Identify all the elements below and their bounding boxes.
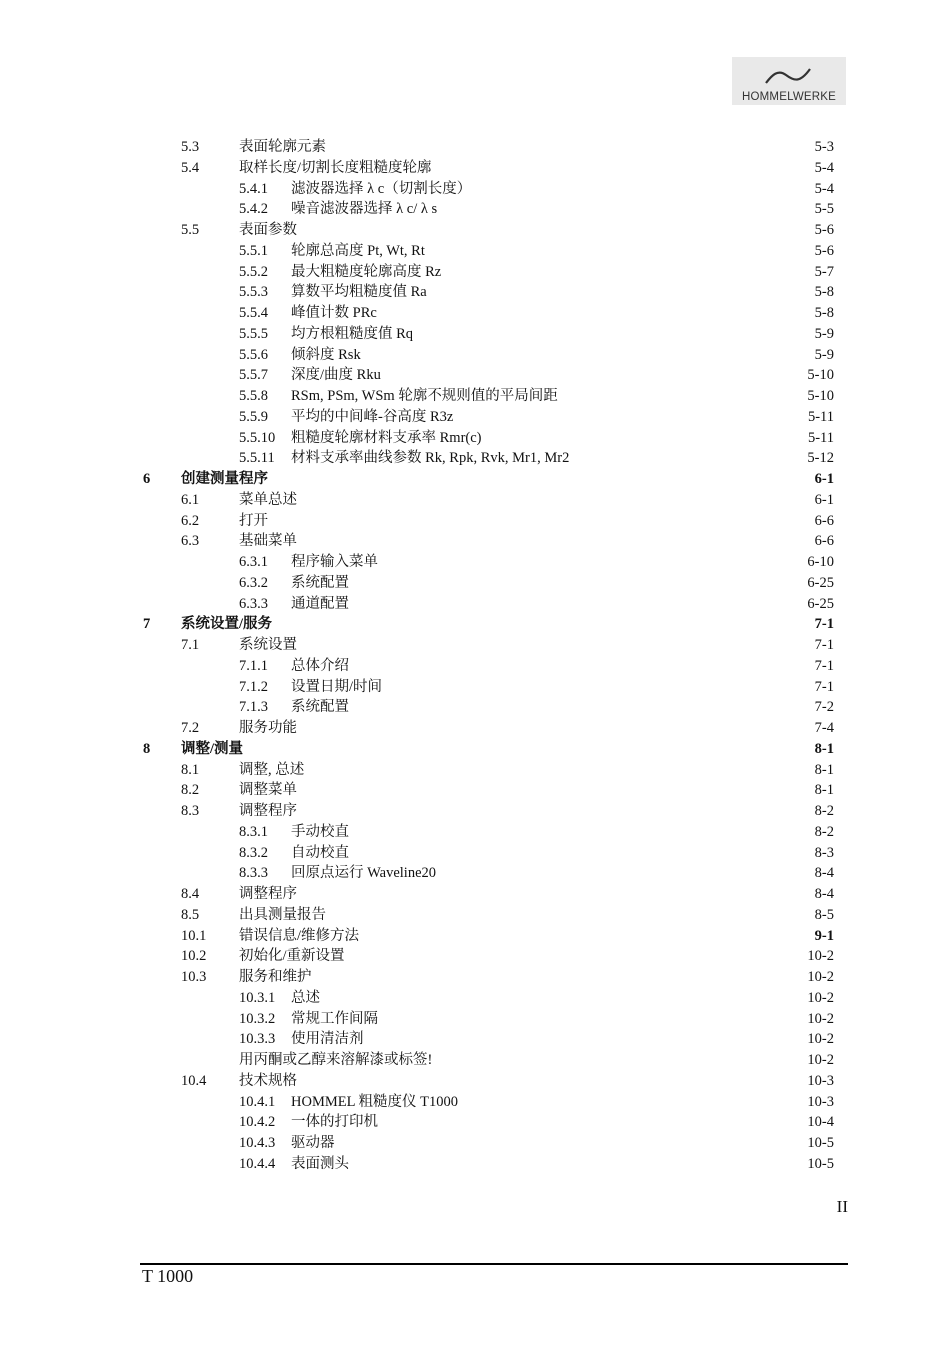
toc-entry-row[interactable] [0,220,950,241]
toc-entry-page: 5-4 [814,159,834,176]
toc-entry-title: 平均的中间峰-谷高度 R3z [291,408,454,425]
toc-entry-title: 一体的打印机 [291,1114,378,1131]
hommelwerke-logo [732,57,846,105]
toc-entry-page: 5-8 [814,305,834,321]
toc-entry-row[interactable] [0,1112,950,1133]
toc-chapter-row[interactable] [0,739,950,760]
toc-entry-title: 回原点运行 Waveline20 [291,865,437,882]
toc-entry-row[interactable] [0,1071,950,1092]
toc-entry-page: 8-2 [814,803,834,819]
toc-entry-number: 10.3.2 [239,1010,276,1027]
toc-entry-row[interactable] [0,760,950,781]
table-of-contents [0,137,950,1175]
toc-entry-title: 调整/测量 [181,740,244,757]
toc-entry-page: 10-5 [807,1155,834,1172]
toc-entry-page: 10-3 [807,1093,834,1110]
toc-entry-number: 7.2 [181,720,200,736]
toc-entry-row[interactable] [0,137,950,158]
toc-entry-page: 8-4 [814,865,834,882]
toc-entry-row[interactable] [0,905,950,926]
toc-entry-title: 出具测量报告 [239,906,326,923]
toc-entry-title: 创建测量程序 [181,471,268,487]
toc-entry-title: 设置日期/时间 [291,678,383,695]
toc-entry-row[interactable] [0,1050,950,1071]
toc-entry-title: 调整, 总述 [239,761,305,778]
toc-entry-row[interactable] [0,262,950,283]
toc-entry-number: 5.4.2 [239,201,268,218]
toc-entry-number: 10.4.4 [239,1155,276,1172]
toc-entry-number: 8.3.1 [239,823,268,840]
toc-entry-number: 6.3.3 [239,595,268,612]
toc-entry-row[interactable] [0,531,950,552]
toc-entry-page: 10-4 [807,1114,834,1131]
toc-entry-page: 8-1 [814,761,834,778]
toc-entry-title: 菜单总述 [239,491,297,508]
toc-entry-number: 8 [143,740,151,757]
toc-entry-number: 6.3 [181,533,200,550]
toc-entry-title: 系统配置 [291,699,349,716]
toc-entry-number: 10.3.1 [239,989,276,1006]
toc-entry-page: 6-25 [807,574,834,591]
toc-entry-title: 取样长度/切割长度粗糙度轮廓 [239,159,432,176]
toc-entry-title: 调整菜单 [239,782,297,799]
toc-entry-page: 6-10 [807,554,834,570]
toc-entry-row[interactable] [0,780,950,801]
toc-entry-page: 10-2 [807,948,834,965]
toc-entry-title: 算数平均粗糙度值 Ra [291,284,427,301]
toc-entry-row[interactable] [0,241,950,262]
toc-entry-row[interactable] [0,428,950,449]
toc-entry-title: 技术规格 [239,1072,297,1089]
toc-entry-title: 均方根粗糙度值 Rq [291,325,414,342]
toc-entry-number: 6.3.2 [239,574,268,591]
toc-entry-title: 滤波器选择 λ c（切割长度） [291,180,472,197]
toc-entry-row[interactable] [0,635,950,656]
toc-entry-title: 峰值计数 PRc [291,305,377,321]
toc-entry-number: 6.1 [181,491,200,508]
toc-entry-page: 5-10 [807,388,834,404]
toc-entry-title: 系统配置 [291,574,349,591]
toc-entry-title: 驱动器 [291,1135,335,1151]
toc-entry-page: 10-2 [807,969,834,985]
toc-entry-number: 10.4.2 [239,1114,276,1131]
toc-entry-row[interactable] [0,573,950,594]
toc-entry-title: 表面轮廓元素 [239,139,326,155]
logo-text: HOMMELWERKE [742,91,836,103]
toc-entry-title: 粗糙度轮廓材料支承率 Rmr(c) [291,429,482,446]
toc-entry-number: 5.5.8 [239,388,268,404]
toc-entry-number: 10.4 [181,1072,207,1089]
toc-entry-page: 8-1 [814,740,834,757]
toc-entry-row[interactable] [0,199,950,220]
toc-entry-number: 10.3.3 [239,1031,276,1048]
toc-entry-page: 6-25 [807,595,834,612]
toc-entry-row[interactable] [0,946,950,967]
toc-entry-number: 5.5.6 [239,346,268,363]
toc-entry-page: 5-4 [814,180,834,197]
toc-entry-row[interactable] [0,282,950,303]
toc-entry-number: 5.5.4 [239,305,268,321]
toc-entry-page: 7-4 [814,720,834,736]
toc-entry-title: 打开 [239,512,268,529]
toc-entry-page: 5-3 [814,139,834,155]
toc-entry-page: 6-6 [814,512,834,529]
toc-entry-number: 8.4 [181,886,200,902]
toc-entry-number: 5.5.10 [239,429,276,446]
toc-entry-row[interactable] [0,1009,950,1030]
toc-entry-row[interactable] [0,345,950,366]
toc-entry-number: 5.3 [181,139,200,155]
toc-entry-title: 倾斜度 Rsk [291,346,361,363]
toc-entry-row[interactable] [0,448,950,469]
toc-entry-row[interactable] [0,1029,950,1050]
toc-entry-row[interactable] [0,324,950,345]
toc-entry-page: 7-1 [814,678,834,695]
toc-entry-title: 表面参数 [239,222,297,238]
toc-entry-number: 6 [143,471,151,487]
toc-entry-title: 系统设置/服务 [181,616,273,633]
toc-entry-number: 10.4.1 [239,1093,276,1110]
toc-entry-title: 手动校直 [291,823,349,840]
toc-entry-title: 通道配置 [291,595,349,612]
toc-entry-title: 程序输入菜单 [291,554,378,570]
toc-entry-page: 5-8 [814,284,834,301]
toc-entry-page: 10-5 [807,1135,834,1151]
toc-chapter-row[interactable] [0,469,950,490]
toc-entry-title: HOMMEL 粗糙度仪 T1000 [291,1093,459,1110]
toc-entry-title: 服务和维护 [239,969,312,985]
toc-entry-row[interactable] [0,303,950,324]
toc-entry-page: 5-10 [807,367,834,384]
page-number: II [836,1197,848,1216]
toc-entry-title: RSm, PSm, WSm 轮廓不规则值的平局间距 [291,388,558,404]
toc-entry-number: 7.1.1 [239,657,268,674]
toc-entry-page: 5-6 [814,222,834,238]
toc-entry-number: 10.2 [181,948,207,965]
toc-entry-page: 10-2 [807,989,834,1006]
toc-entry-page: 8-1 [814,782,834,799]
toc-entry-number: 7.1 [181,637,200,653]
toc-entry-number: 5.5.1 [239,242,268,259]
toc-entry-number: 5.5.5 [239,325,268,342]
toc-entry-title: 系统设置 [239,637,297,653]
toc-entry-page: 10-2 [807,1031,834,1048]
toc-entry-row[interactable] [0,822,950,843]
toc-entry-row[interactable] [0,1092,950,1113]
toc-entry-title: 总述 [291,989,320,1006]
toc-entry-row[interactable] [0,967,950,988]
toc-entry-title: 服务功能 [239,720,297,736]
toc-entry-number: 7 [143,616,151,633]
toc-entry-row[interactable] [0,697,950,718]
toc-entry-row[interactable] [0,365,950,386]
toc-entry-number: 5.4 [181,159,200,176]
toc-entry-title: 使用清洁剂 [291,1031,364,1048]
toc-entry-row[interactable] [0,490,950,511]
footer-title: T 1000 [142,1266,194,1286]
toc-entry-row[interactable] [0,677,950,698]
toc-entry-page: 6-1 [814,471,834,487]
toc-entry-row[interactable] [0,863,950,884]
toc-entry-number: 6.3.1 [239,554,268,570]
toc-entry-page: 5-5 [814,201,834,218]
toc-entry-number: 5.5 [181,222,200,238]
toc-entry-row[interactable] [0,511,950,532]
toc-entry-number: 8.5 [181,906,200,923]
toc-entry-title: 表面测头 [291,1155,349,1172]
toc-entry-row[interactable] [0,801,950,822]
toc-entry-number: 10.1 [181,927,207,944]
toc-entry-page: 5-11 [807,429,834,446]
toc-entry-number: 5.5.11 [239,450,275,467]
toc-entry-number: 7.1.3 [239,699,268,716]
toc-entry-title: 错误信息/维修方法 [239,927,360,944]
toc-entry-page: 7-1 [814,616,834,633]
footer-rule [140,1263,848,1265]
toc-entry-row[interactable] [0,718,950,739]
toc-entry-page: 9-1 [814,927,834,944]
toc-entry-page: 5-7 [814,263,834,280]
toc-entry-number: 8.3.2 [239,844,268,861]
toc-entry-page: 6-6 [814,533,834,550]
toc-entry-number: 8.3 [181,803,200,819]
toc-entry-page: 7-1 [814,637,834,653]
toc-entry-row[interactable] [0,386,950,407]
toc-entry-row[interactable] [0,552,950,573]
toc-entry-number: 6.2 [181,512,200,529]
toc-entry-page: 8-2 [814,823,834,840]
toc-entry-title: 调整程序 [239,886,297,902]
toc-entry-title: 轮廓总高度 Pt, Wt, Rt [291,242,425,259]
toc-entry-number: 8.3.3 [239,865,268,882]
toc-entry-page: 10-2 [807,1010,834,1027]
toc-entry-page: 10-3 [807,1072,834,1089]
toc-entry-page: 8-3 [814,844,834,861]
toc-entry-row[interactable] [0,1154,950,1175]
toc-entry-row[interactable] [0,843,950,864]
toc-entry-page: 6-1 [814,491,834,508]
toc-entry-number: 5.4.1 [239,180,268,197]
toc-entry-number: 5.5.3 [239,284,268,301]
toc-entry-row[interactable] [0,179,950,200]
toc-entry-page: 5-11 [807,408,834,425]
toc-entry-row[interactable] [0,884,950,905]
toc-chapter-row[interactable] [0,614,950,635]
toc-entry-row[interactable] [0,1133,950,1154]
toc-entry-title: 用丙酮或乙醇来溶解漆或标签! [239,1052,433,1068]
toc-entry-number: 5.5.7 [239,367,268,384]
toc-entry-number: 7.1.2 [239,678,268,695]
toc-entry-row[interactable] [0,407,950,428]
toc-entry-number: 8.2 [181,782,200,799]
toc-entry-title: 材料支承率曲线参数 Rk, Rpk, Rvk, Mr1, Mr2 [291,450,570,467]
toc-entry-page: 5-12 [807,450,834,467]
toc-entry-page: 8-5 [814,906,834,923]
toc-entry-number: 10.4.3 [239,1135,276,1151]
toc-entry-page: 7-2 [814,699,834,716]
toc-entry-title: 自动校直 [291,844,349,861]
toc-entry-number: 8.1 [181,761,200,778]
toc-entry-number: 5.5.9 [239,408,268,425]
toc-entry-page: 5-6 [814,242,834,259]
toc-entry-row[interactable] [0,656,950,677]
toc-entry-title: 基础菜单 [239,533,297,550]
toc-entry-title: 最大粗糙度轮廓高度 Rz [291,263,442,280]
toc-entry-row[interactable] [0,926,950,947]
toc-entry-title: 深度/曲度 Rku [291,367,381,384]
toc-entry-title: 总体介绍 [291,657,349,674]
toc-entry-row[interactable] [0,158,950,179]
toc-entry-number: 10.3 [181,969,207,985]
wave-logo-icon [762,61,816,91]
toc-entry-title: 调整程序 [239,803,297,819]
toc-entry-page: 7-1 [814,657,834,674]
toc-entry-page: 5-9 [814,325,834,342]
toc-entry-row[interactable] [0,594,950,615]
toc-entry-page: 5-9 [814,346,834,363]
toc-entry-title: 噪音滤波器选择 λ c/ λ s [291,201,438,218]
toc-entry-page: 8-4 [814,886,834,902]
toc-entry-row[interactable] [0,988,950,1009]
toc-entry-page: 10-2 [807,1052,834,1068]
toc-entry-number: 5.5.2 [239,263,268,280]
toc-entry-title: 初始化/重新设置 [239,948,345,965]
toc-entry-title: 常规工作间隔 [291,1010,378,1027]
